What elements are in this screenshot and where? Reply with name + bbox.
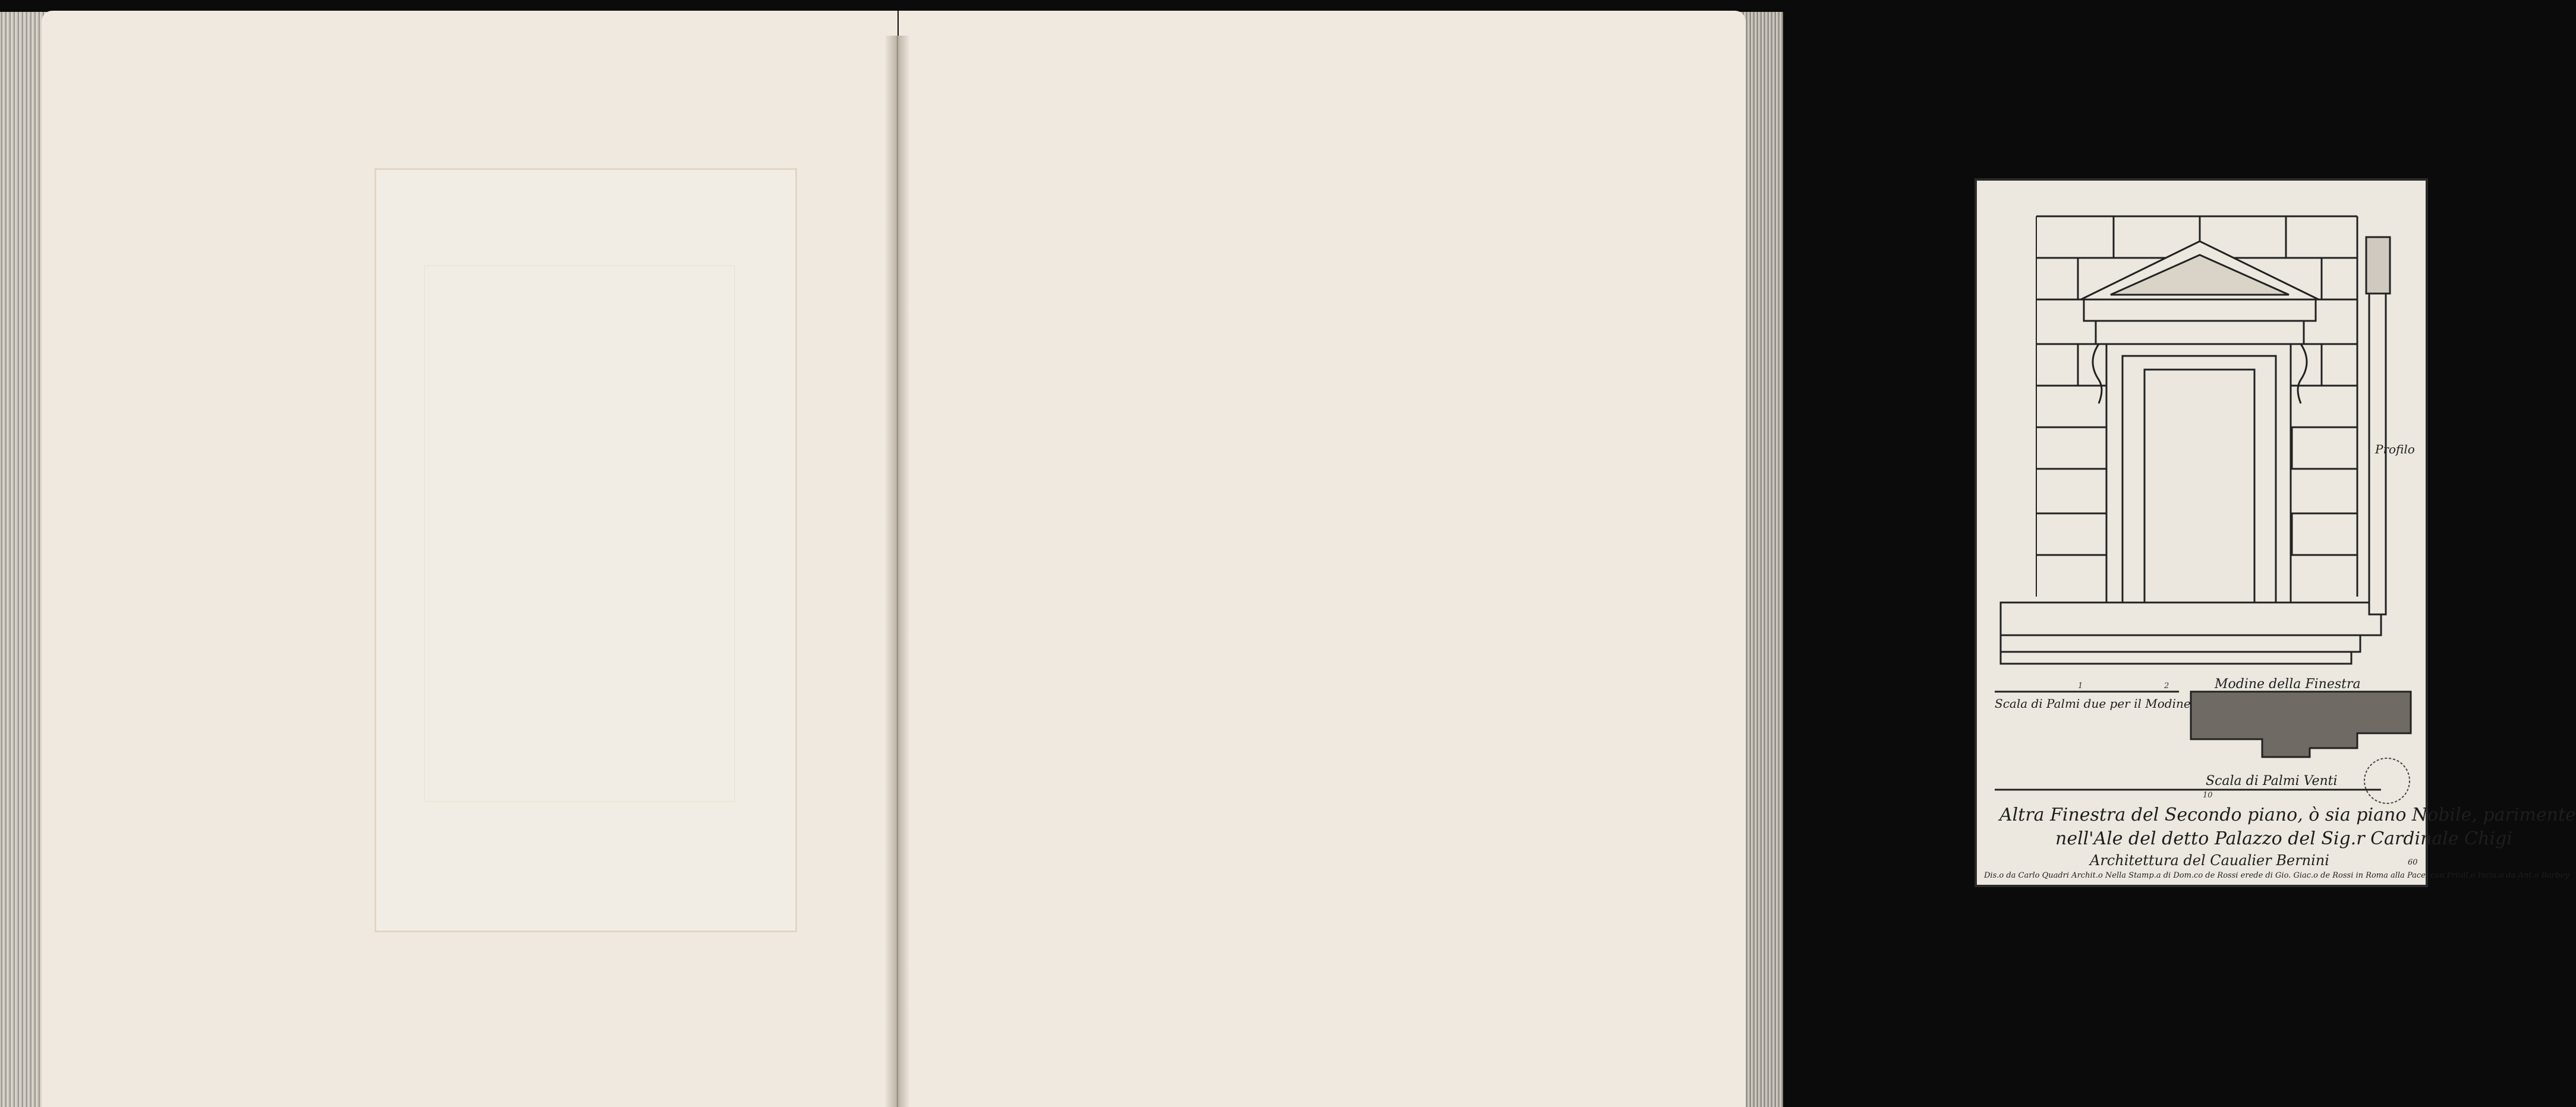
window-elevation-drawing	[1977, 181, 2426, 885]
plate-title-line1: Altra Finestra del Secondo piano, ò sia piano Nobile, parimente	[1999, 805, 2576, 825]
scale-modine-tick-1: 1	[2078, 682, 2083, 690]
profile-label: Profilo	[2375, 442, 2415, 456]
engraved-plate	[1974, 178, 2576, 887]
modine-label: Modine della Finestra	[2215, 677, 2361, 692]
right-page	[899, 11, 2576, 1107]
left-page	[42, 11, 897, 1107]
scale-modine-label: Scala di Palmi due per il Modine	[1995, 696, 2191, 711]
scale-modine-tick-2: 2	[2164, 682, 2169, 690]
architect-credit: Architettura del Caualier Bernini	[2090, 852, 2329, 869]
show-through-window	[424, 265, 735, 802]
plate-title-line2: nell'Ale del detto Palazzo del Sig.r Cardinale Chigi	[2055, 828, 2512, 849]
plate-number: 60	[2408, 858, 2418, 867]
show-through-impression	[374, 168, 797, 932]
book-gutter	[886, 36, 909, 1107]
scale-main-label: Scala di Palmi Venti	[2206, 774, 2338, 789]
engraving-credits: Dis.o da Carlo Quadri Archit.o Nella Stamp.a di Dom.co de Rossi erede di Gio. Giac.o de Rossi in Roma alla Pace, con Priuil.o Incis.o da Ant.o Barbey	[1984, 871, 2569, 880]
scale-main-tick: 10	[2203, 791, 2213, 800]
